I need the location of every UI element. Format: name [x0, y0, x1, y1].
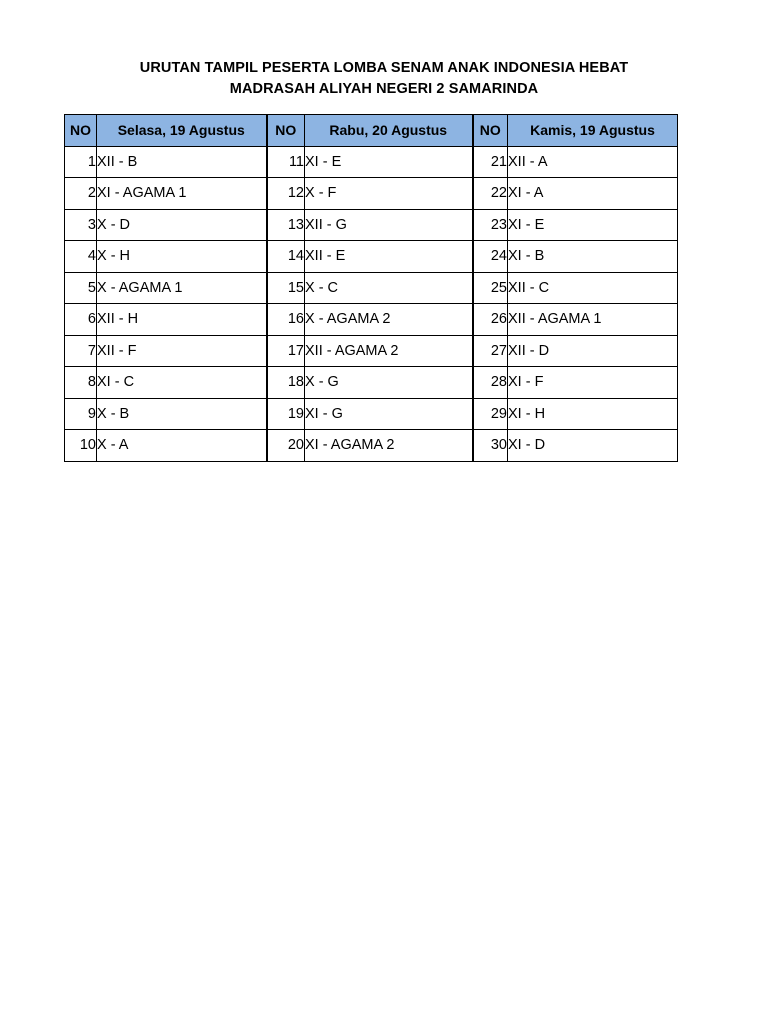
document-title: URUTAN TAMPIL PESERTA LOMBA SENAM ANAK INDONESIA HEBAT: [139, 60, 629, 76]
class-cell: X - F: [305, 178, 473, 210]
class-cell: X - AGAMA 2: [305, 304, 473, 336]
class-cell: X - G: [305, 367, 473, 399]
class-cell: XI - F: [508, 367, 678, 399]
class-cell: X - AGAMA 1: [97, 272, 267, 304]
class-cell: XII - G: [305, 209, 473, 241]
header-no: NO: [473, 115, 508, 147]
table-row: [65, 146, 678, 178]
table-row: [65, 367, 678, 399]
schedule-table: [64, 114, 678, 462]
class-cell: XII - F: [97, 335, 267, 367]
header-day-2: Rabu, 20 Agustus: [305, 115, 473, 147]
table-row: [65, 241, 678, 273]
header-no: NO: [65, 115, 97, 147]
row-number: 17: [267, 335, 305, 367]
class-cell: X - D: [97, 209, 267, 241]
header-day-3: Kamis, 19 Agustus: [508, 115, 678, 147]
row-number: 20: [267, 430, 305, 462]
class-cell: XI - G: [305, 398, 473, 430]
document-subtitle: MADRASAH ALIYAH NEGERI 2 SAMARINDA: [229, 81, 539, 97]
table-header-row: [65, 115, 678, 147]
row-number: 24: [473, 241, 508, 273]
row-number: 22: [473, 178, 508, 210]
row-number: 6: [65, 304, 97, 336]
table-row: [65, 209, 678, 241]
class-cell: X - H: [97, 241, 267, 273]
class-cell: XII - B: [97, 146, 267, 178]
row-number: 26: [473, 304, 508, 336]
class-cell: X - A: [97, 430, 267, 462]
table-row: [65, 335, 678, 367]
class-cell: XII - H: [97, 304, 267, 336]
row-number: 11: [267, 146, 305, 178]
row-number: 1: [65, 146, 97, 178]
table-row: [65, 430, 678, 462]
row-number: 16: [267, 304, 305, 336]
row-number: 7: [65, 335, 97, 367]
class-cell: XII - E: [305, 241, 473, 273]
class-cell: X - B: [97, 398, 267, 430]
header-no: NO: [267, 115, 305, 147]
row-number: 15: [267, 272, 305, 304]
class-cell: XI - B: [508, 241, 678, 273]
row-number: 29: [473, 398, 508, 430]
row-number: 19: [267, 398, 305, 430]
class-cell: XI - AGAMA 2: [305, 430, 473, 462]
table-row: [65, 304, 678, 336]
header-day-1: Selasa, 19 Agustus: [97, 115, 267, 147]
row-number: 10: [65, 430, 97, 462]
row-number: 14: [267, 241, 305, 273]
class-cell: XI - E: [508, 209, 678, 241]
table-row: [65, 272, 678, 304]
row-number: 5: [65, 272, 97, 304]
row-number: 25: [473, 272, 508, 304]
class-cell: XI - D: [508, 430, 678, 462]
class-cell: XI - H: [508, 398, 678, 430]
row-number: 27: [473, 335, 508, 367]
class-cell: XI - A: [508, 178, 678, 210]
class-cell: XI - AGAMA 1: [97, 178, 267, 210]
row-number: 3: [65, 209, 97, 241]
class-cell: XII - AGAMA 1: [508, 304, 678, 336]
class-cell: XI - E: [305, 146, 473, 178]
class-cell: X - C: [305, 272, 473, 304]
class-cell: XI - C: [97, 367, 267, 399]
row-number: 2: [65, 178, 97, 210]
class-cell: XII - C: [508, 272, 678, 304]
row-number: 21: [473, 146, 508, 178]
row-number: 4: [65, 241, 97, 273]
row-number: 12: [267, 178, 305, 210]
row-number: 18: [267, 367, 305, 399]
class-cell: XII - AGAMA 2: [305, 335, 473, 367]
row-number: 30: [473, 430, 508, 462]
table-row: [65, 178, 678, 210]
row-number: 9: [65, 398, 97, 430]
table-row: [65, 398, 678, 430]
class-cell: XII - A: [508, 146, 678, 178]
row-number: 8: [65, 367, 97, 399]
row-number: 28: [473, 367, 508, 399]
row-number: 23: [473, 209, 508, 241]
row-number: 13: [267, 209, 305, 241]
class-cell: XII - D: [508, 335, 678, 367]
